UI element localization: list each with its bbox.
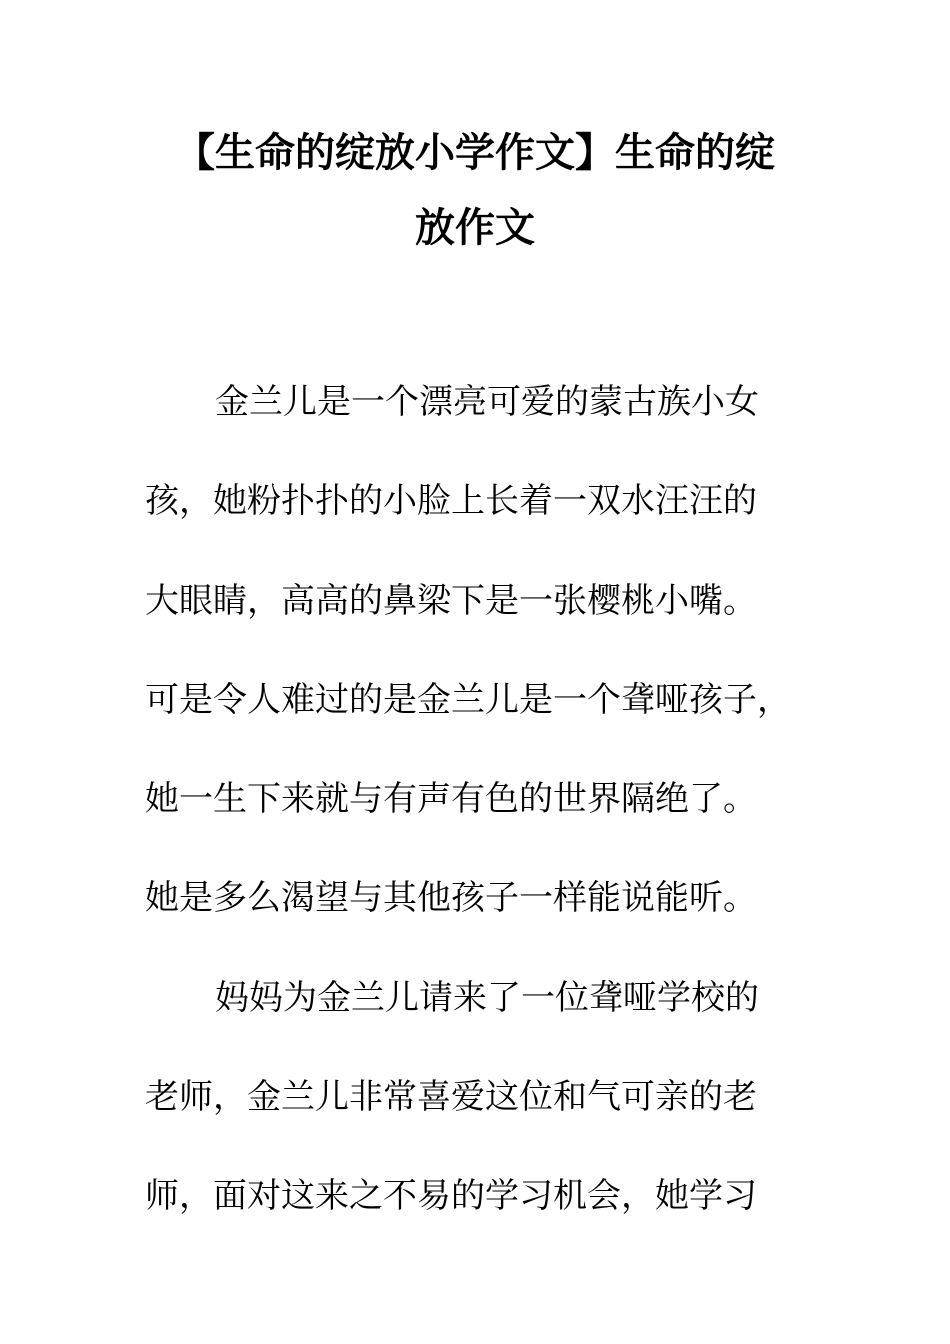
document-title-line-1: 【生命的绽放小学作文】生命的绽 — [175, 129, 775, 176]
body-line: 她是多么渴望与其他孩子一样能说能听。 — [145, 878, 757, 918]
document-title-line-2: 放作文 — [415, 204, 535, 251]
body-line: 师，面对这来之不易的学习机会，她学习 — [145, 1176, 757, 1216]
body-line: 可是令人难过的是金兰儿是一个聋哑孩子， — [145, 680, 791, 720]
body-line: 孩，她粉扑扑的小脸上长着一双水汪汪的 — [145, 481, 757, 521]
body-line: 妈妈为金兰儿请来了一位聋哑学校的 — [215, 978, 759, 1018]
body-line: 金兰儿是一个漂亮可爱的蒙古族小女 — [215, 382, 759, 422]
body-line: 老师，金兰儿非常喜爱这位和气可亲的老 — [145, 1077, 757, 1117]
body-line: 大眼睛，高高的鼻梁下是一张樱桃小嘴。 — [145, 581, 757, 621]
body-line: 她一生下来就与有声有色的世界隔绝了。 — [145, 779, 757, 819]
